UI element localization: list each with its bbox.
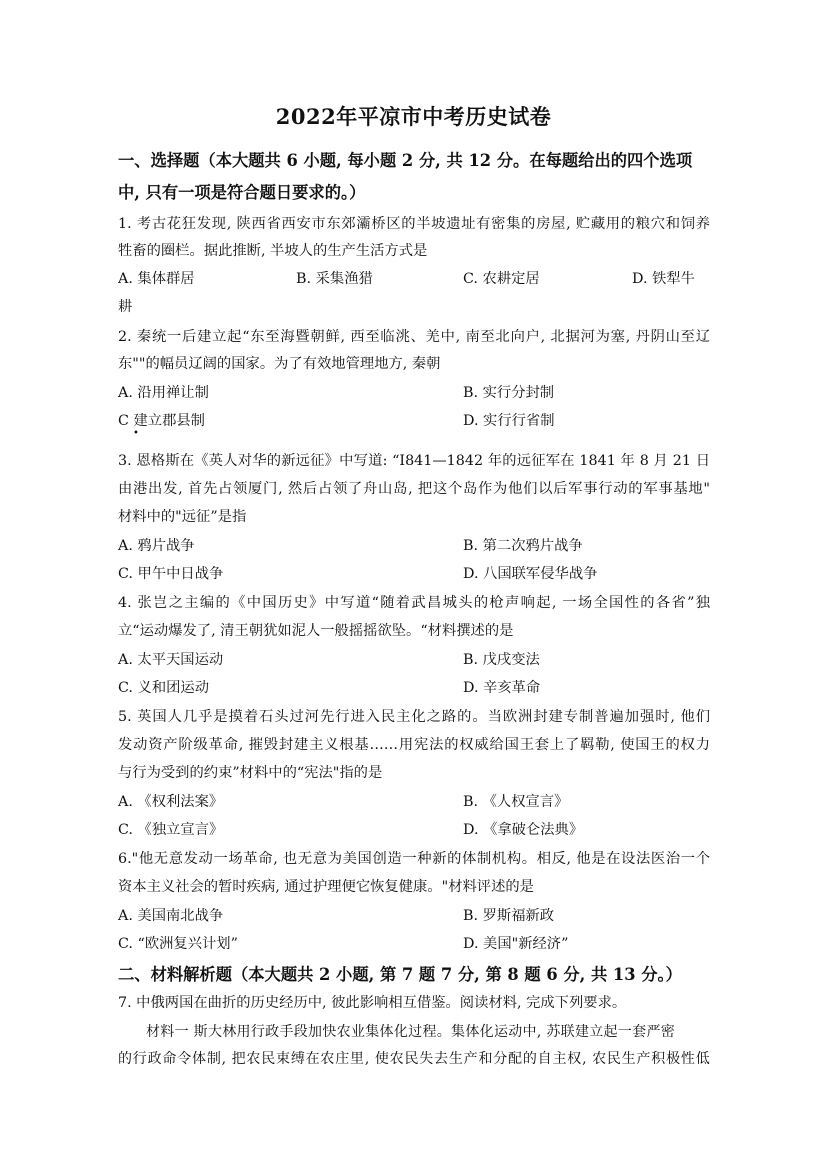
q3-option-b: B. 第二次鸦片战争 <box>463 538 583 554</box>
q1-option-b: B. 采集渔猎 <box>296 271 373 287</box>
q1-option-c: C. 农耕定居 <box>463 271 540 287</box>
q6-option-b: B. 罗斯福新政 <box>463 908 555 924</box>
q4-stem-line2: 立“运动爆发了, 清王朝犹如泥人一般摇摇欲坠。“材料撰述的是 <box>118 623 514 639</box>
q5-option-b: B. 《人权宣言》 <box>463 794 569 810</box>
q1-option-d-wrap: 耕 <box>118 299 133 315</box>
q6-option-d: D. 美国"新经济” <box>463 936 569 952</box>
q5-option-a: A. 《权利法案》 <box>118 794 224 810</box>
q3-stem-line3: 材料中的"远征”是指 <box>118 509 247 525</box>
section2-heading: 二、材料解析题（本大题共 2 小题, 第 7 题 7 分, 第 8 题 6 分, 共 13 分。） <box>118 965 682 984</box>
q2-stem-line2: 东""的幅员辽阔的国家。为了有效地管理地方, 秦朝 <box>118 356 441 372</box>
q4-option-d: D. 辛亥革命 <box>463 680 541 696</box>
stray-dot: • <box>133 428 139 439</box>
q3-option-c: C. 甲午中日战争 <box>118 566 224 582</box>
section1-heading-line1: 一、选择题（本大题共 6 小题, 每小题 2 分, 共 12 分。在每题给出的四个选项 <box>118 151 693 170</box>
q1-option-a: A. 集体群居 <box>118 271 195 287</box>
q2-stem-line1: 2. 秦统一后建立起“东至海暨朝鲜, 西至临洮、羌中, 南至北向户, 北据河为塞, 丹阴山至辽 <box>118 329 710 345</box>
q4-option-b: B. 戊戌变法 <box>463 652 540 668</box>
section1-heading-line2: 中, 只有一项是符合题日要求的。） <box>118 183 366 202</box>
q3-stem-line1: 3. 恩格斯在《英人对华的新远征》中写道: “I841—1842 年的远征军在 1841 年 8 月 21 日 <box>118 453 710 469</box>
q2-option-d: D. 实行行省制 <box>463 413 555 429</box>
q5-stem-line2: 发动资产阶级革命, 摧毁封建主义根基……用宪法的权威给国王套上了羁勒, 使国王的权力 <box>118 737 710 753</box>
q6-option-a: A. 美国南北战争 <box>118 908 224 924</box>
q2-option-c: C 建立郡县制 <box>118 413 205 429</box>
page-title: 2022年平凉市中考历史试卷 <box>275 104 552 129</box>
q2-option-b: B. 实行分封制 <box>463 385 555 401</box>
q1-stem-line2: 牲畜的圈栏。据此推断, 半坡人的生产生活方式是 <box>118 243 428 259</box>
q3-stem-line2: 由港出发, 首先占领厦门, 然后占领了舟山岛, 把这个岛作为他们以后军事行动的军事基地" <box>118 481 710 497</box>
q7-material1-line2: 的行政命令体制, 把农民束缚在农庄里, 使农民失去生产和分配的自主权, 农民生产积极性低 <box>118 1051 710 1067</box>
q2-option-a: A. 沿用禅让制 <box>118 385 209 401</box>
q5-stem-line1: 5. 英国人几乎是摸着石头过河先行进入民主化之路的。当欧洲封建专制普遍加强时, 他们 <box>118 709 710 725</box>
q1-stem-line1: 1. 考古花狂发现, 陕西省西安市东郊灞桥区的半坡遗址有密集的房屋, 贮藏用的粮穴和饲养 <box>118 216 710 232</box>
q7-material1-line1: 材料一 斯大林用行政手段加快农业集体化过程。集体化运动中, 苏联建立起一套严密 <box>146 1024 676 1040</box>
q4-option-c: C. 义和团运动 <box>118 680 210 696</box>
q4-option-a: A. 太平天国运动 <box>118 652 224 668</box>
q5-option-d: D. 《拿破仑法典》 <box>463 822 584 838</box>
q7-stem: 7. 中俄两国在曲折的历史经历中, 彼此影响相互借鉴。阅读材料, 完成下列要求。 <box>118 995 627 1011</box>
q3-option-d: D. 八国联军侵华战争 <box>463 566 598 582</box>
q6-stem-line2: 资本主义社会的暂时疾病, 通过护理便它恢复健康。"材料评述的是 <box>118 879 534 895</box>
q1-option-d: D. 铁犁牛 <box>632 271 695 287</box>
q6-stem-line1: 6."他无意发动一场革命, 也无意为美国创造一种新的体制机构。相反, 他是在设法医治一个 <box>118 851 710 867</box>
q6-option-c: C. “欧洲复兴计划” <box>118 936 238 952</box>
q3-option-a: A. 鸦片战争 <box>118 538 195 554</box>
q5-stem-line3: 与行为受到的约束”材料中的“宪法"指的是 <box>118 765 383 781</box>
q5-option-c: C. 《独立宣言》 <box>118 822 224 838</box>
q4-stem-line1: 4. 张岂之主编的《中国历史》中写道“随着武昌城头的枪声响起, 一场全国性的各省”独 <box>118 595 710 611</box>
